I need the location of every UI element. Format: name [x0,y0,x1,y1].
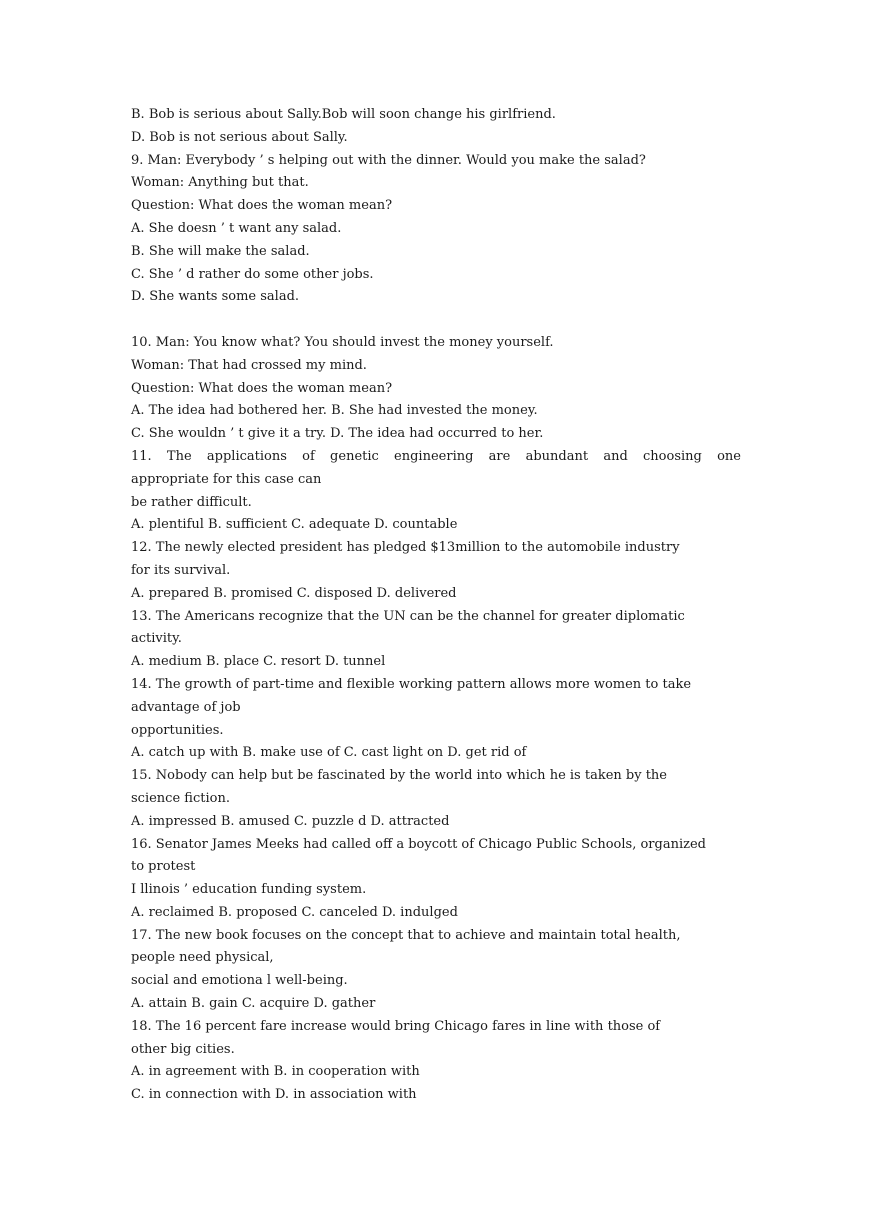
text-line: activity. [131,631,182,647]
option-line: C. She ’ d rather do some other jobs. [131,266,374,282]
text-line: B. Bob is serious about Sally.Bob will soon change his girlfriend. [131,107,556,122]
option-line: A. prepared B. promised C. disposed D. delivered [131,585,457,601]
text-line: appropriate for this case can [131,471,322,487]
question-14-prompt: 14. The growth of part-time and flexible working pattern allows more women to take [131,676,692,692]
question-16-prompt: 16. Senator James Meeks had called off a boycott of Chicago Public Schools, organized [131,836,706,852]
text-line: people need physical, [131,950,274,966]
blank-line [131,309,741,332]
option-line: A. reclaimed B. proposed C. canceled D. indulged [131,904,458,920]
option-line: A. The idea had bothered her. B. She had invested the money. [131,403,538,419]
option-line: A. attain B. gain C. acquire D. gather [131,996,376,1012]
option-line: A. impressed B. amused C. puzzle d D. attracted [131,813,450,829]
text-line: science fiction. [131,790,230,806]
text-line: Woman: That had crossed my mind. [131,357,367,373]
question-9-prompt: 9. Man: Everybody ’ s helping out with the dinner. Would you make the salad? [131,152,646,168]
question-13-prompt: 13. The Americans recognize that the UN can be the channel for greater diplomatic [131,608,685,624]
question-11-prompt: 11. The applications of genetic engineering are abundant and choosing one [131,448,741,464]
question-15-prompt: 15. Nobody can help but be fascinated by the world into which he is taken by the [131,768,667,784]
option-line: A. catch up with B. make use of C. cast light on D. get rid of [131,745,527,761]
question-18-prompt: 18. The 16 percent fare increase would bring Chicago fares in line with those of [131,1018,661,1034]
text-line: Woman: Anything but that. [131,175,309,191]
option-line: C. She wouldn ’ t give it a try. D. The idea had occurred to her. [131,426,544,442]
option-line: A. in agreement with B. in cooperation with [131,1064,420,1080]
option-line: D. She wants some salad. [131,289,300,305]
question-17-prompt: 17. The new book focuses on the concept that to achieve and maintain total health, [131,927,681,943]
text-line: social and emotiona l well-being. [131,973,348,989]
text-line: for its survival. [131,562,231,578]
option-line: A. medium B. place C. resort D. tunnel [131,654,386,670]
text-line: be rather difficult. [131,494,252,510]
question-12-prompt: 12. The newly elected president has pledged $13million to the automobile industry [131,540,680,556]
text-line: Question: What does the woman mean? [131,380,393,396]
option-line: A. She doesn ’ t want any salad. [131,220,342,236]
text-line: to protest [131,859,196,875]
document-page [131,104,741,1107]
option-line: A. plentiful B. sufficient C. adequate D. countable [131,517,458,533]
text-line: other big cities. [131,1041,235,1057]
option-line: B. She will make the salad. [131,243,310,259]
text-line: Question: What does the woman mean? [131,198,393,214]
question-10-prompt: 10. Man: You know what? You should invest the money yourself. [131,334,554,350]
text-line: advantage of job [131,699,241,715]
text-line: opportunities. [131,722,224,738]
text-line: D. Bob is not serious about Sally. [131,129,348,145]
text-line: I llinois ’ education funding system. [131,882,367,898]
option-line: C. in connection with D. in association with [131,1087,417,1103]
